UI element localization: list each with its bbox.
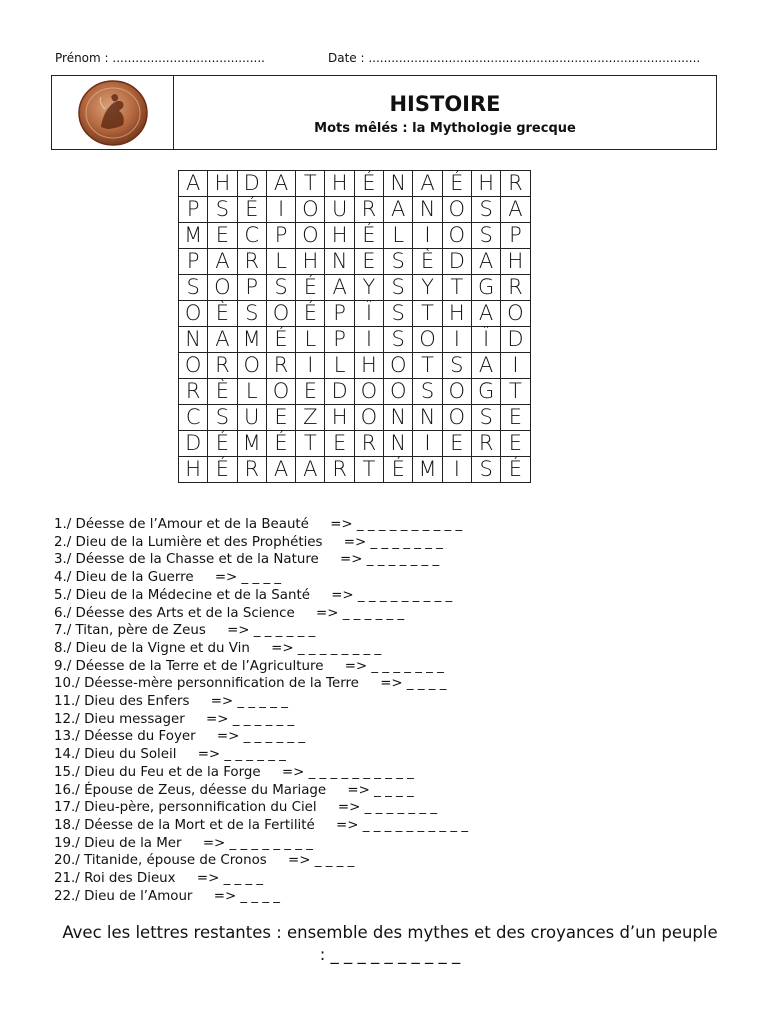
clue-item: 8./ Dieu de la Vigne et du Vin => _ _ _ _ _ _ _ _: [54, 640, 382, 656]
grid-cell[interactable]: C: [237, 223, 266, 249]
grid-cell[interactable]: P: [325, 327, 354, 353]
grid-cell[interactable]: P: [179, 197, 208, 223]
grid-cell[interactable]: R: [325, 457, 354, 483]
grid-cell[interactable]: I: [501, 353, 530, 379]
grid-cell[interactable]: S: [384, 249, 413, 275]
grid-cell[interactable]: M: [413, 457, 442, 483]
grid-cell[interactable]: A: [413, 171, 442, 197]
grid-cell[interactable]: O: [266, 301, 295, 327]
grid-cell[interactable]: O: [266, 379, 295, 405]
grid-cell[interactable]: I: [413, 223, 442, 249]
date-field[interactable]: Date : .......................................................................................: [328, 51, 701, 65]
grid-cell[interactable]: O: [296, 197, 325, 223]
grid-cell[interactable]: S: [237, 301, 266, 327]
grid-row: [179, 301, 531, 327]
grid-cell[interactable]: U: [237, 405, 266, 431]
grid-cell[interactable]: O: [354, 379, 383, 405]
grid-cell[interactable]: R: [266, 353, 295, 379]
grid-cell[interactable]: O: [179, 353, 208, 379]
clue-item: 14./ Dieu du Soleil => _ _ _ _ _ _: [54, 747, 286, 763]
grid-cell[interactable]: N: [413, 405, 442, 431]
grid-row: [179, 197, 531, 223]
grid-row: [179, 379, 531, 405]
grid-cell[interactable]: É: [501, 457, 530, 483]
grid-cell[interactable]: È: [208, 301, 237, 327]
clue-item: 3./ Déesse de la Chasse et de la Nature => _ _ _ _ _ _ _: [54, 552, 440, 568]
grid-cell[interactable]: S: [471, 223, 500, 249]
grid-cell[interactable]: H: [471, 171, 500, 197]
grid-cell[interactable]: L: [384, 223, 413, 249]
grid-cell[interactable]: A: [384, 197, 413, 223]
grid-cell[interactable]: D: [179, 431, 208, 457]
grid-cell[interactable]: I: [442, 457, 471, 483]
clue-item: 1./ Déesse de l’Amour et de la Beauté => _ _ _ _ _ _ _ _ _ _: [54, 517, 463, 532]
grid-cell[interactable]: G: [471, 275, 500, 301]
grid-cell[interactable]: N: [384, 405, 413, 431]
grid-cell[interactable]: O: [384, 379, 413, 405]
grid-cell[interactable]: S: [442, 353, 471, 379]
grid-cell[interactable]: R: [501, 171, 530, 197]
grid-row: [179, 223, 531, 249]
grid-cell[interactable]: H: [325, 405, 354, 431]
grid-cell[interactable]: M: [237, 431, 266, 457]
grid-cell[interactable]: E: [354, 249, 383, 275]
grid-row: [179, 457, 531, 483]
clue-item: 4./ Dieu de la Guerre => _ _ _ _: [54, 570, 282, 586]
grid-cell[interactable]: E: [296, 379, 325, 405]
clue-item: 10./ Déesse-mère personnification de la Terre => _ _ _ _: [54, 676, 447, 692]
grid-cell[interactable]: D: [442, 249, 471, 275]
grid-cell[interactable]: É: [442, 171, 471, 197]
grid-cell[interactable]: N: [179, 327, 208, 353]
grid-cell[interactable]: I: [296, 353, 325, 379]
grid-cell[interactable]: O: [442, 223, 471, 249]
grid-cell[interactable]: S: [208, 197, 237, 223]
grid-row: [179, 249, 531, 275]
grid-cell[interactable]: R: [237, 249, 266, 275]
grid-cell[interactable]: L: [325, 353, 354, 379]
page-title: HISTOIRE: [389, 91, 501, 116]
grid-cell[interactable]: Ï: [354, 301, 383, 327]
grid-cell[interactable]: T: [296, 171, 325, 197]
grid-row: [179, 275, 531, 301]
grid-cell[interactable]: H: [179, 457, 208, 483]
grid-cell[interactable]: O: [442, 197, 471, 223]
clue-item: 19./ Dieu de la Mer => _ _ _ _ _ _ _ _: [54, 835, 313, 851]
grid-cell[interactable]: Ï: [471, 327, 500, 353]
prenom-field[interactable]: Prénom : ........................................: [55, 51, 265, 65]
grid-cell[interactable]: S: [384, 327, 413, 353]
clue-item: 6./ Déesse des Arts et de la Science => _ _ _ _ _ _: [54, 605, 405, 621]
grid-cell[interactable]: L: [296, 327, 325, 353]
grid-cell[interactable]: É: [354, 171, 383, 197]
clue-item: 5./ Dieu de la Médecine et de la Santé => _ _ _ _ _ _ _ _ _: [54, 587, 453, 603]
grid-row: [179, 431, 531, 457]
grid-cell[interactable]: É: [266, 327, 295, 353]
grid-cell[interactable]: A: [471, 301, 500, 327]
grid-cell[interactable]: N: [384, 171, 413, 197]
grid-cell[interactable]: O: [237, 353, 266, 379]
grid-cell[interactable]: M: [179, 223, 208, 249]
grid-cell[interactable]: P: [501, 223, 530, 249]
grid-cell[interactable]: T: [413, 353, 442, 379]
grid-cell[interactable]: P: [179, 249, 208, 275]
clue-item: 2./ Dieu de la Lumière et des Prophéties => _ _ _ _ _ _ _: [54, 534, 443, 550]
grid-cell[interactable]: E: [325, 431, 354, 457]
grid-cell[interactable]: N: [413, 197, 442, 223]
clue-item: 18./ Déesse de la Mort et de la Fertilité => _ _ _ _ _ _ _ _ _ _: [54, 817, 469, 833]
grid-cell[interactable]: R: [237, 457, 266, 483]
clue-list: [54, 516, 734, 905]
logo-cell: [52, 76, 174, 149]
clue-item: 9./ Déesse de la Terre et de l’Agriculture => _ _ _ _ _ _ _: [54, 658, 444, 674]
grid-cell[interactable]: A: [208, 249, 237, 275]
grid-cell[interactable]: H: [442, 301, 471, 327]
grid-cell[interactable]: A: [325, 275, 354, 301]
grid-cell[interactable]: A: [179, 171, 208, 197]
grid-cell[interactable]: I: [442, 327, 471, 353]
grid-cell[interactable]: I: [413, 431, 442, 457]
grid-cell[interactable]: O: [442, 379, 471, 405]
grid-cell[interactable]: E: [266, 405, 295, 431]
grid-cell[interactable]: N: [325, 249, 354, 275]
grid-cell[interactable]: P: [266, 223, 295, 249]
grid-cell[interactable]: L: [237, 379, 266, 405]
grid-cell[interactable]: H: [354, 353, 383, 379]
grid-cell[interactable]: R: [501, 275, 530, 301]
grid-cell[interactable]: É: [237, 197, 266, 223]
grid-cell[interactable]: S: [208, 405, 237, 431]
clue-item: 21./ Roi des Dieux => _ _ _ _: [54, 871, 264, 887]
grid-cell[interactable]: É: [296, 301, 325, 327]
grid-cell[interactable]: O: [384, 353, 413, 379]
clue-item: 17./ Dieu-père, personnification du Ciel => _ _ _ _ _ _ _: [54, 800, 438, 816]
title-cell: [174, 76, 716, 149]
grid-cell[interactable]: P: [237, 275, 266, 301]
greek-coin-icon: [77, 79, 149, 147]
grid-cell[interactable]: O: [501, 301, 530, 327]
grid-cell[interactable]: T: [501, 379, 530, 405]
grid-row: [179, 171, 531, 197]
clue-item: 7./ Titan, père de Zeus => _ _ _ _ _ _: [54, 623, 316, 639]
grid-cell[interactable]: A: [296, 457, 325, 483]
grid-cell[interactable]: O: [179, 301, 208, 327]
grid-cell[interactable]: A: [266, 171, 295, 197]
clue-item: 15./ Dieu du Feu et de la Forge => _ _ _ _ _ _ _ _ _ _: [54, 764, 414, 780]
grid-cell[interactable]: É: [208, 457, 237, 483]
grid-cell[interactable]: R: [471, 431, 500, 457]
grid-cell[interactable]: Y: [354, 275, 383, 301]
grid-cell[interactable]: H: [296, 249, 325, 275]
grid-cell[interactable]: S: [384, 301, 413, 327]
grid-cell[interactable]: D: [501, 327, 530, 353]
grid-cell[interactable]: D: [325, 379, 354, 405]
grid-cell[interactable]: H: [501, 249, 530, 275]
grid-cell[interactable]: R: [354, 197, 383, 223]
grid-cell[interactable]: R: [354, 431, 383, 457]
grid-cell[interactable]: R: [179, 379, 208, 405]
grid-cell[interactable]: R: [208, 353, 237, 379]
clue-item: 13./ Déesse du Foyer => _ _ _ _ _ _: [54, 729, 306, 745]
grid-cell[interactable]: A: [471, 353, 500, 379]
grid-cell[interactable]: G: [471, 379, 500, 405]
grid-cell[interactable]: H: [325, 223, 354, 249]
grid-cell[interactable]: A: [266, 457, 295, 483]
grid-cell[interactable]: P: [325, 301, 354, 327]
header-box: [51, 75, 717, 150]
grid-cell[interactable]: S: [384, 275, 413, 301]
clue-item: 12./ Dieu messager => _ _ _ _ _ _: [54, 711, 295, 727]
grid-cell[interactable]: E: [208, 223, 237, 249]
grid-cell[interactable]: A: [471, 249, 500, 275]
grid-cell[interactable]: É: [208, 431, 237, 457]
grid-cell[interactable]: O: [442, 405, 471, 431]
grid-cell[interactable]: É: [266, 431, 295, 457]
grid-cell[interactable]: I: [354, 327, 383, 353]
grid-cell[interactable]: Y: [413, 275, 442, 301]
grid-cell[interactable]: S: [471, 405, 500, 431]
identity-fields: [55, 51, 715, 65]
grid-cell[interactable]: S: [471, 457, 500, 483]
clue-item: 11./ Dieu des Enfers => _ _ _ _ _: [54, 694, 288, 710]
grid-row: [179, 353, 531, 379]
grid-cell[interactable]: L: [266, 249, 295, 275]
grid-cell[interactable]: E: [501, 405, 530, 431]
grid-cell[interactable]: D: [237, 171, 266, 197]
grid-cell[interactable]: É: [384, 457, 413, 483]
grid-cell[interactable]: É: [354, 223, 383, 249]
grid-cell[interactable]: Z: [296, 405, 325, 431]
grid-cell[interactable]: M: [237, 327, 266, 353]
grid-cell[interactable]: O: [354, 405, 383, 431]
grid-cell[interactable]: H: [208, 171, 237, 197]
word-search-grid: [178, 170, 531, 483]
grid-row: [179, 327, 531, 353]
grid-cell[interactable]: I: [266, 197, 295, 223]
clue-item: 16./ Épouse de Zeus, déesse du Mariage => _ _ _ _: [54, 782, 414, 798]
grid-cell[interactable]: È: [208, 379, 237, 405]
grid-cell[interactable]: E: [501, 431, 530, 457]
footer-instruction: Avec les lettres restantes : ensemble des mythes et des croyances d’un peuple : _ _ _ _ _ _ _ _ _ _: [62, 923, 718, 964]
grid-cell[interactable]: O: [413, 327, 442, 353]
grid-cell[interactable]: U: [325, 197, 354, 223]
grid-cell[interactable]: T: [413, 301, 442, 327]
grid-cell[interactable]: T: [354, 457, 383, 483]
grid-row: [179, 405, 531, 431]
page-subtitle: Mots mêlés : la Mythologie grecque: [314, 120, 576, 136]
grid-cell[interactable]: O: [208, 275, 237, 301]
grid-cell[interactable]: A: [501, 197, 530, 223]
grid-cell[interactable]: O: [296, 223, 325, 249]
grid-cell[interactable]: S: [266, 275, 295, 301]
grid-cell[interactable]: H: [325, 171, 354, 197]
grid-cell[interactable]: N: [384, 431, 413, 457]
clue-item: 22./ Dieu de l’Amour => _ _ _ _: [54, 888, 280, 904]
grid-cell[interactable]: È: [413, 249, 442, 275]
grid-cell[interactable]: C: [179, 405, 208, 431]
clue-item: 20./ Titanide, épouse de Cronos => _ _ _ _: [54, 853, 355, 869]
grid-cell[interactable]: T: [442, 275, 471, 301]
grid-cell[interactable]: S: [179, 275, 208, 301]
grid-cell[interactable]: T: [296, 431, 325, 457]
grid-cell[interactable]: S: [413, 379, 442, 405]
grid-cell[interactable]: S: [471, 197, 500, 223]
grid-cell[interactable]: A: [208, 327, 237, 353]
grid-cell[interactable]: É: [296, 275, 325, 301]
grid-cell[interactable]: E: [442, 431, 471, 457]
